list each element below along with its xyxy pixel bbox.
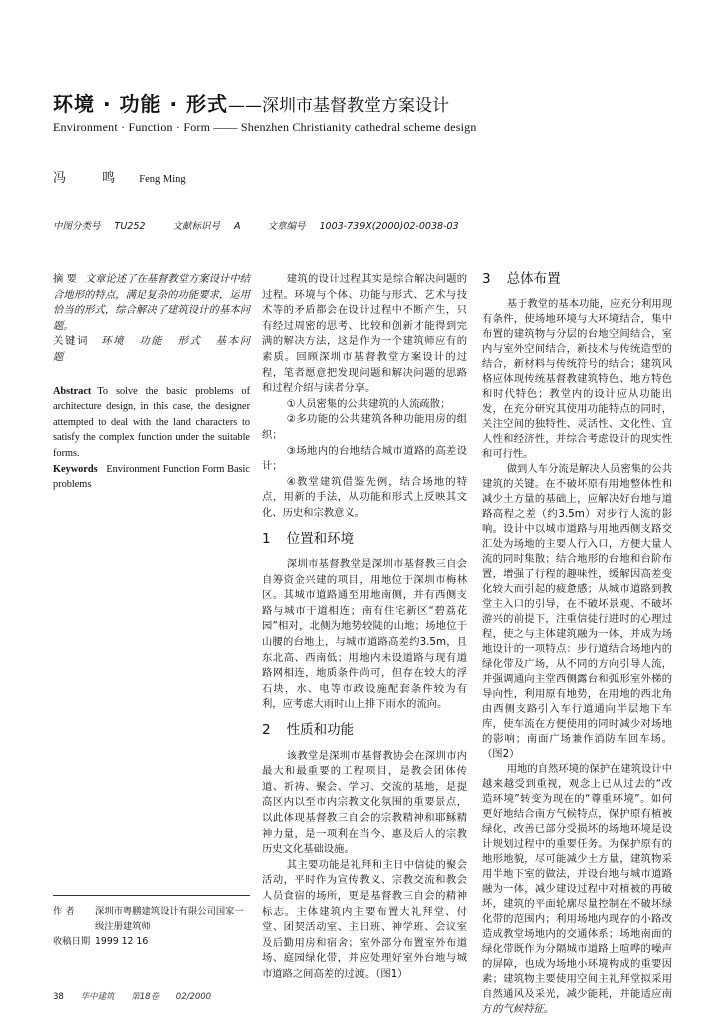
paragraph-tail: 的气候特征。: [492, 1003, 555, 1015]
abstract-en: [53, 384, 250, 493]
page-number: 38: [53, 992, 64, 1002]
journal-name: 华中建筑: [80, 992, 115, 1002]
section-heading: [262, 723, 467, 739]
author-footnote: [53, 895, 250, 949]
author-cn: 冯 鸣: [53, 171, 132, 186]
intro-item: ②多功能的公共建筑各种功能用房的组织；: [262, 413, 467, 441]
body-column-right: [482, 272, 672, 1017]
keyword: 形式: [177, 335, 202, 348]
section-heading: [262, 532, 467, 548]
section-title: 性质和功能: [286, 722, 355, 739]
author-line: [53, 167, 186, 186]
body-column-middle: [262, 272, 467, 983]
title-sub: ——深圳市基督教堂方案设计: [228, 96, 450, 116]
paragraph: 其主要功能是礼拜和主日中信徒的聚会活动，平时作为宣传教义、宗教交流和教会人员食宿的场所，更是基督教三自会的精神标志。主体建筑内主要布置大礼拜堂、付堂、团契活动室、主日班、神学班、会议室及后勤用房和宿舍；室外部分布置室外布道场、庭园绿化带，并应处理好室外台地与城市道路之间高差的过渡。（图1）: [262, 858, 467, 980]
title-main: 环境 · 功能 · 形式: [53, 92, 229, 116]
paragraph: 深圳市基督教堂是深圳市基督教三自会自筹资金兴建的项目，用地位于深圳市梅林区。其城市道路通至用地南侧，并有西侧支路与城市干道相连；南有住宅新区“碧荔花园”相对，北侧为地势较陡的山地；场地位于山腰的台地上，与城市道路高差约3.5m，且东北高、西南低；用地内未设道路与现有道路网相连，地质条件尚可，但存在较大的浮石块，水、电等市政设施配套条件较为有利，应考虑大雨时山上排下雨水的流向。: [262, 558, 467, 711]
clc-label: 中图分类号: [53, 221, 101, 232]
intro-paragraph: 建筑的设计过程其实是综合解决问题的过程。环境与个体、功能与形式、艺术与技术等的矛盾都会在设计过程中不断产生，只有经过周密的思考、比较和创新才能得到完满的解决方法，这是作为一个建筑师应有的素质。回顾深圳市基督教堂方案设计的过程，笔者愿意把发现问题和解决问题的思路和过程介绍与读者分享。: [262, 273, 467, 395]
abstract-column: [53, 272, 250, 493]
received-date: 1999 12 16: [95, 936, 149, 947]
abstract-en-text: To solve the basic problems of architecture design, in this case, the designer attempted to deal with the land characters to satisfy the complex function under the suitable forms.: [53, 385, 250, 459]
abstract-cn-label: 摘 要: [53, 273, 77, 285]
paragraph-text: 用地的自然环境的保护在建筑设计中越来越受到重视，观念上已从过去的“改造环境”转变为现在的“尊重环境”。如何更好地结合南方气候特点，保护原有植被绿化，改善已部分受损坏的场地环境是设计规划过程中的重要任务。为保护原有的地形地貌，尽可能减少土方量，建筑物采用半地下室的做法，并设台地与城市道路融为一体，减少建设过程中对植被的再破坏，建筑的平面轮廓尽量控制在不破坏绿化带的范围内；利用场地内现存的小路改造成教堂场地内的交通体系；场地南面的绿化带既作为分隔城市道路上喧哗的噪声的屏障，也成为场地小环境构成的重要因素；建筑物主要使用空间主礼拜堂拟采用自然通风及采光，减少能耗，并能适应南方: [482, 763, 672, 1015]
clc-value: TU252: [114, 221, 146, 232]
journal-volume: 第18卷: [131, 992, 160, 1002]
paragraph: 基于教堂的基本功能，应充分利用现有条件，使场地环境与大环境结合，集中布置的建筑物与分层的台地空间结合，室内与室外空间结合，新技术与传统造型的结合，新材料与传统符号的结合；建筑风格应体现传统基督教建筑特色、地方特色和时代特色；教堂内的设计应从功能出发，在充分研究其使用功能特点的同时，关注空间的独特性、灵活性、文化性、宜人性和经济性，并综合考虑设计的现实性和可行性。: [482, 298, 672, 460]
intro-item: ①人员密集的公共建筑的人流疏散；: [286, 397, 451, 410]
keyword: 基本问题: [53, 335, 251, 363]
section-number: 3: [482, 271, 491, 287]
abstract-cn-text: 文章论述了在基督教堂方案设计中结合地形的特点，满足复杂的功能要求，运用恰当的形式，综合解决了建筑设计的基本问题。: [53, 273, 250, 332]
article-value: 1003-739X(2000)02-0038-03: [319, 221, 459, 232]
classification-line: [53, 218, 483, 232]
paragraph: 该教堂是深圳市基督教协会在深圳市内最大和最重要的工程项目，是教会团体传道、祈祷、聚会、学习、交流的基地，是提高区内以至市内宗教文化氛围的重要景点，以此体现基督教三自会的宗教精神和耶稣精神力量，是一项利在当今、惠及后人的宗教历史文化基础设施。: [262, 749, 467, 856]
abstract-en-label: Abstract: [53, 385, 92, 397]
article-label: 文章编号: [267, 221, 306, 232]
footnote-author-label: 作 者: [53, 906, 75, 917]
section-number: 1: [262, 530, 271, 547]
intro-item: ④教堂建筑借鉴先例，结合场地的特点，用新的手法，从功能和形式上反映其文化、历史和宗教意义。: [262, 475, 467, 519]
keywords-cn: [53, 334, 250, 365]
intro-item: ③场地内的台地结合城市道路的高差设计；: [262, 444, 467, 473]
section-title: 位置和环境: [286, 530, 355, 547]
received-label: 收稿日期: [53, 936, 91, 947]
article-title: [53, 88, 449, 117]
paragraph: [482, 762, 672, 1017]
keyword: 环境: [101, 335, 126, 348]
abstract-cn: [53, 272, 250, 334]
paragraph: 做到人车分流是解决人员密集的公共建筑的关键。在不破坏原有用地整体性和减少土方量的基础上，应解决好台地与道路高程之差（约3.5m）对步行人流的影响。设计中以城市道路与用地西侧支路交汇处为场地的主要人行入口，方便大量人流的同时集散；结合地形的台地和台阶布置，增强了行程的趣味性，缓解因高差变化较大而引起的疲惫感；从城市道路到教堂主入口的引导，在不破坏景观、不破坏游兴的前提下，注重信徒行进时的心理过程，使之与主体建筑融为一体，并成为场地设计的一项特点：步行道结合场地内的绿化带及广场，从不同的方向引导人流，并强调通向主堂西侧露台和弧形室外梯的导向性，利用原有地势，在用地的西北角由西侧支路引入车行道通向半层地下车库，使车流在方便使用的同时减少对场地的影响；南面广场兼作消防车回车场。（图2）: [482, 463, 672, 760]
section-heading: [482, 272, 672, 287]
section-title: 总体布置: [506, 271, 561, 287]
doc-value: A: [233, 221, 241, 232]
doc-label: 文献标识号: [172, 221, 220, 232]
keyword: 功能: [139, 335, 164, 348]
keywords-cn-label: 关键词: [53, 335, 90, 348]
keywords-en: Environment Function Form Basic problems: [53, 463, 250, 491]
keywords-en-label: Keywords: [53, 463, 98, 475]
page-footer: [53, 990, 225, 1002]
title-english: Environment · Function · Form —— Shenzhen Christianity cathedral scheme design: [53, 120, 477, 134]
footnote-author-text: 深圳市粤鹏建筑设计有限公司国家一级注册建筑师: [95, 906, 244, 932]
author-en: Feng Ming: [139, 174, 186, 185]
journal-issue: 02/2000: [175, 992, 212, 1002]
section-number: 2: [262, 722, 271, 739]
